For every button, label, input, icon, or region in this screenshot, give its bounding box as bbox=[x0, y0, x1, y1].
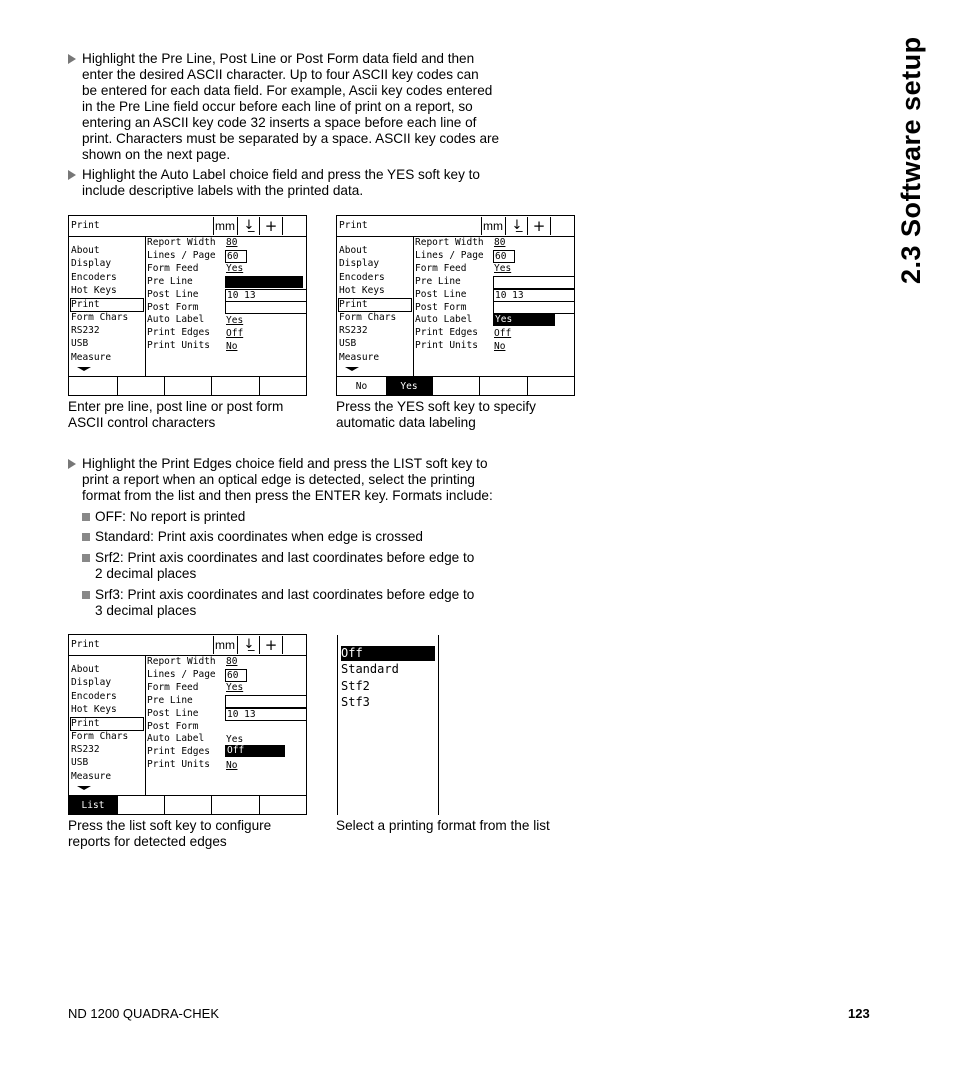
field-label: Post Form bbox=[147, 302, 199, 313]
square-bullet-icon bbox=[82, 591, 90, 599]
menu-item-selected[interactable]: Print bbox=[70, 717, 144, 731]
print-units-value[interactable]: No bbox=[226, 760, 238, 771]
softkey-bar bbox=[69, 795, 306, 815]
lcd-screen-pre-line bbox=[68, 215, 307, 396]
print-units-value[interactable]: No bbox=[226, 341, 238, 352]
menu-item[interactable]: Measure bbox=[71, 352, 112, 363]
field-label: Lines / Page bbox=[147, 669, 216, 680]
square-bullet-icon bbox=[82, 533, 90, 541]
scroll-down-icon[interactable] bbox=[345, 367, 359, 371]
softkey[interactable] bbox=[260, 796, 306, 815]
form-feed-value[interactable]: Yes bbox=[226, 682, 244, 693]
field-label: Auto Label bbox=[147, 314, 205, 325]
list-item[interactable]: Stf2 bbox=[341, 679, 370, 693]
field-label: Auto Label bbox=[147, 733, 205, 744]
screen-title: Print bbox=[339, 220, 368, 231]
report-width-value[interactable]: 80 bbox=[226, 656, 238, 667]
list-item[interactable]: Standard bbox=[341, 662, 399, 676]
menu-item[interactable]: Encoders bbox=[339, 272, 385, 283]
footer-product: ND 1200 QUADRA-CHEK bbox=[68, 1006, 219, 1021]
field-label: Form Feed bbox=[147, 263, 199, 274]
auto-label-value[interactable]: Yes bbox=[226, 315, 244, 326]
form-feed-value[interactable]: Yes bbox=[226, 263, 244, 274]
field-label: Form Feed bbox=[147, 682, 199, 693]
datum-icon: ↓̲ bbox=[237, 636, 260, 654]
arrow-bullet-icon bbox=[68, 54, 76, 64]
auto-label-value[interactable]: Yes bbox=[226, 734, 244, 745]
pre-line-field[interactable] bbox=[493, 276, 575, 289]
field-label: Post Form bbox=[415, 302, 467, 313]
post-line-field[interactable]: 10 13 bbox=[225, 708, 307, 721]
pre-line-field[interactable] bbox=[225, 276, 303, 288]
menu-item[interactable]: Encoders bbox=[71, 691, 117, 702]
unit-indicator: mm bbox=[215, 638, 235, 652]
report-width-value[interactable]: 80 bbox=[494, 237, 506, 248]
square-bullet-icon bbox=[82, 554, 90, 562]
softkey[interactable] bbox=[480, 377, 528, 396]
menu-item[interactable]: USB bbox=[71, 338, 89, 349]
scroll-down-icon[interactable] bbox=[77, 786, 91, 790]
field-label: Post Line bbox=[415, 289, 467, 300]
field-label: Print Edges bbox=[147, 327, 210, 338]
caption-auto-label: Press the YES soft key to specify automatic data labeling bbox=[336, 399, 536, 430]
menu-item[interactable]: About bbox=[339, 245, 368, 256]
menu-item[interactable]: USB bbox=[71, 757, 89, 768]
menu-item[interactable]: Hot Keys bbox=[71, 285, 117, 296]
menu-item[interactable]: Display bbox=[71, 677, 112, 688]
arrow-bullet-icon bbox=[68, 459, 76, 469]
caption-select-format: Select a printing format from the list bbox=[336, 818, 550, 833]
setup-menu bbox=[69, 236, 146, 376]
menu-item[interactable]: RS232 bbox=[71, 325, 100, 336]
format-list bbox=[337, 635, 439, 815]
menu-item[interactable]: Form Chars bbox=[71, 731, 129, 742]
caption-list-softkey: Press the list soft key to configure reports for detected edges bbox=[68, 818, 272, 849]
menu-item[interactable]: About bbox=[71, 664, 100, 675]
pre-line-field[interactable] bbox=[225, 695, 307, 708]
yes-softkey[interactable]: Yes bbox=[386, 377, 433, 396]
format-bullet: Srf3: Print axis coordinates and last coordinates before edge to 3 decimal places bbox=[95, 587, 474, 619]
scroll-down-icon[interactable] bbox=[77, 367, 91, 371]
format-bullet: OFF: No report is printed bbox=[95, 509, 245, 525]
menu-item[interactable]: Measure bbox=[339, 352, 380, 363]
menu-item[interactable]: Encoders bbox=[71, 272, 117, 283]
field-label: Print Edges bbox=[147, 746, 210, 757]
list-softkey[interactable]: List bbox=[69, 796, 118, 815]
field-label: Report Width bbox=[415, 237, 484, 248]
menu-item[interactable]: USB bbox=[339, 338, 357, 349]
field-label: Auto Label bbox=[415, 314, 473, 325]
menu-item[interactable]: Hot Keys bbox=[71, 704, 117, 715]
field-label: Print Units bbox=[415, 340, 478, 351]
datum-icon: ↓̲ bbox=[505, 217, 528, 235]
datum-icon: ↓̲ bbox=[237, 217, 260, 235]
crosshair-icon: + bbox=[259, 636, 282, 654]
field-label: Post Line bbox=[147, 708, 199, 719]
lines-page-value[interactable]: 60 bbox=[225, 250, 247, 263]
menu-item-selected[interactable]: Print bbox=[338, 298, 412, 312]
post-form-field[interactable] bbox=[225, 301, 307, 314]
softkey-bar bbox=[337, 376, 574, 396]
instruction-pre-line: Highlight the Pre Line, Post Line or Post Form data field and then enter the desired ASCII character. Up to four ASCII key codes can be entered for each data field. For example, Ascii key codes entered in the Pre Line field occur before each line of print on a report, so entering an ASCII key code 32 inserts a space before each line of print. Characters must be separated by a space. ASCII key codes are shown on the next page. bbox=[82, 51, 522, 163]
menu-item[interactable]: Form Chars bbox=[71, 312, 129, 323]
list-item[interactable]: Stf3 bbox=[341, 695, 370, 709]
caption-pre-line: Enter pre line, post line or post form ASCII control characters bbox=[68, 399, 284, 430]
instruction-print-edges: Highlight the Print Edges choice field and press the LIST soft key to print a report when an optical edge is detected, select the printing format from the list and then press the ENTER key. Formats include: bbox=[82, 456, 522, 504]
menu-item[interactable]: RS232 bbox=[339, 325, 368, 336]
page-number: 123 bbox=[848, 1006, 870, 1021]
field-label: Report Width bbox=[147, 656, 216, 667]
field-label: Print Edges bbox=[415, 327, 478, 338]
format-bullet: Standard: Print axis coordinates when edge is crossed bbox=[95, 529, 423, 545]
softkey[interactable] bbox=[165, 377, 212, 396]
field-label: Lines / Page bbox=[415, 250, 484, 261]
field-label: Pre Line bbox=[147, 276, 193, 287]
field-label: Post Line bbox=[147, 289, 199, 300]
screen-title: Print bbox=[71, 639, 100, 650]
menu-item[interactable]: Display bbox=[339, 258, 380, 269]
setup-menu bbox=[337, 236, 414, 376]
crosshair-icon: + bbox=[259, 217, 282, 235]
softkey[interactable] bbox=[433, 377, 480, 396]
field-label: Lines / Page bbox=[147, 250, 216, 261]
field-label: Report Width bbox=[147, 237, 216, 248]
crosshair-icon: + bbox=[527, 217, 550, 235]
menu-item-selected[interactable]: Print bbox=[70, 298, 144, 312]
square-bullet-icon bbox=[82, 513, 90, 521]
menu-item[interactable]: About bbox=[71, 245, 100, 256]
print-edges-value[interactable]: Off bbox=[225, 745, 285, 757]
softkey[interactable] bbox=[528, 377, 574, 396]
screen-title: Print bbox=[71, 220, 100, 231]
no-softkey[interactable]: No bbox=[355, 381, 368, 392]
post-line-field[interactable]: 10 13 bbox=[493, 289, 575, 302]
post-form-field[interactable] bbox=[493, 301, 575, 314]
softkey[interactable] bbox=[212, 796, 260, 815]
unit-indicator: mm bbox=[215, 219, 235, 233]
arrow-bullet-icon bbox=[68, 170, 76, 180]
report-width-value[interactable]: 80 bbox=[226, 237, 238, 248]
lines-page-value[interactable]: 60 bbox=[493, 250, 515, 263]
field-label: Print Units bbox=[147, 759, 210, 770]
field-label: Pre Line bbox=[415, 276, 461, 287]
softkey[interactable] bbox=[69, 377, 118, 396]
softkey[interactable] bbox=[118, 796, 165, 815]
menu-item[interactable]: Form Chars bbox=[339, 312, 397, 323]
post-line-field[interactable]: 10 13 bbox=[225, 289, 307, 302]
softkey[interactable] bbox=[212, 377, 260, 396]
field-label: Form Feed bbox=[415, 263, 467, 274]
unit-indicator: mm bbox=[483, 219, 503, 233]
lcd-screen-print-edges bbox=[68, 634, 307, 815]
setup-menu bbox=[69, 655, 146, 795]
softkey-bar bbox=[69, 376, 306, 396]
field-label: Post Form bbox=[147, 721, 199, 732]
print-units-value[interactable]: No bbox=[494, 341, 506, 352]
softkey[interactable] bbox=[118, 377, 165, 396]
field-label: Pre Line bbox=[147, 695, 193, 706]
menu-item[interactable]: Hot Keys bbox=[339, 285, 385, 296]
menu-item[interactable]: RS232 bbox=[71, 744, 100, 755]
lines-page-value[interactable]: 60 bbox=[225, 669, 247, 682]
print-edges-value[interactable]: Off bbox=[494, 328, 512, 339]
menu-item[interactable]: Measure bbox=[71, 771, 112, 782]
field-label: Print Units bbox=[147, 340, 210, 351]
menu-item[interactable]: Display bbox=[71, 258, 112, 269]
softkey[interactable] bbox=[260, 377, 306, 396]
lcd-screen-auto-label bbox=[336, 215, 575, 396]
softkey[interactable] bbox=[165, 796, 212, 815]
list-item-selected[interactable]: Off bbox=[341, 646, 435, 661]
print-edges-value[interactable]: Off bbox=[226, 328, 244, 339]
auto-label-value[interactable]: Yes bbox=[493, 314, 555, 326]
instruction-auto-label: Highlight the Auto Label choice field and press the YES soft key to include descriptive labels with the printed data. bbox=[82, 167, 522, 199]
format-bullet: Srf2: Print axis coordinates and last coordinates before edge to 2 decimal places bbox=[95, 550, 474, 582]
form-feed-value[interactable]: Yes bbox=[494, 263, 512, 274]
